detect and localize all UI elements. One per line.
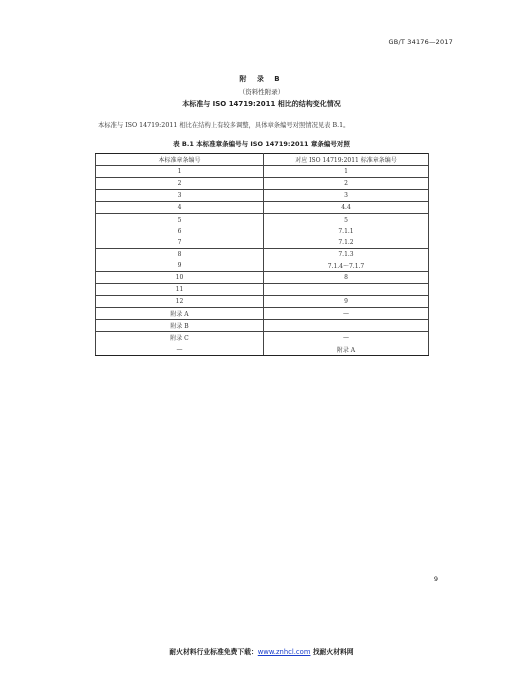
cell-this-standard: 6 <box>96 226 264 237</box>
footer <box>0 646 523 656</box>
cell-this-standard: 附录 A <box>96 308 264 320</box>
table-row <box>96 190 429 202</box>
cell-this-standard: — <box>96 344 264 356</box>
table-row <box>96 320 429 332</box>
table-row <box>96 332 429 344</box>
cell-iso: 7.1.3 <box>264 248 429 260</box>
table-row <box>96 344 429 356</box>
table-header-row <box>96 154 429 166</box>
table-row <box>96 202 429 214</box>
table-row <box>96 284 429 296</box>
appendix-title: 附 录 B <box>239 75 284 83</box>
table-row <box>96 260 429 272</box>
table-row <box>96 296 429 308</box>
column-header-iso: 对应 ISO 14719:2011 标准章条编号 <box>264 154 429 166</box>
cell-iso: 3 <box>264 190 429 202</box>
standard-code: GB/T 34176—2017 <box>388 38 453 46</box>
cell-iso: 2 <box>264 178 429 190</box>
cell-iso: 附录 A <box>264 344 429 356</box>
footer-text: 耐火材料行业标准免费下载： <box>169 648 258 656</box>
cell-iso: 5 <box>264 214 429 226</box>
cell-this-standard: 3 <box>96 190 264 202</box>
footer-website-link[interactable]: www.znhcl.com <box>257 648 311 656</box>
cell-this-standard: 7 <box>96 237 264 249</box>
appendix-subtitle: （资料性附录） <box>238 88 285 96</box>
cell-this-standard: 附录 B <box>96 320 264 332</box>
intro-paragraph: 本标准与 ISO 14719:2011 相比在结构上有较多调整，具体章条编号对照情况见表 B.1。 <box>98 122 350 129</box>
cell-iso: 7.1.1 <box>264 226 429 237</box>
cell-iso: 1 <box>264 166 429 178</box>
table-row <box>96 237 429 249</box>
cell-this-standard: 5 <box>96 214 264 226</box>
cell-iso: 7.1.4～7.1.7 <box>264 260 429 272</box>
page-number: 9 <box>433 575 438 583</box>
cell-iso <box>264 320 429 332</box>
appendix-heading: 本标准与 ISO 14719:2011 相比的结构变化情况 <box>182 100 341 108</box>
table-row <box>96 226 429 237</box>
cell-iso: 9 <box>264 296 429 308</box>
cell-iso: 4.4 <box>264 202 429 214</box>
table-row <box>96 271 429 283</box>
comparison-table <box>95 153 429 356</box>
table-row <box>96 214 429 226</box>
cell-this-standard: 10 <box>96 271 264 283</box>
cell-this-standard: 11 <box>96 284 264 296</box>
cell-this-standard: 12 <box>96 296 264 308</box>
table-row <box>96 248 429 260</box>
table-row <box>96 178 429 190</box>
cell-this-standard: 8 <box>96 248 264 260</box>
cell-this-standard: 1 <box>96 166 264 178</box>
footer-site-name: 找耐火材料网 <box>310 648 354 656</box>
cell-this-standard: 2 <box>96 178 264 190</box>
cell-this-standard: 附录 C <box>96 332 264 344</box>
cell-iso: 7.1.2 <box>264 237 429 249</box>
column-header-this-standard: 本标准章条编号 <box>96 154 264 166</box>
cell-iso: — <box>264 332 429 344</box>
cell-this-standard: 9 <box>96 260 264 272</box>
cell-iso <box>264 284 429 296</box>
cell-iso: 8 <box>264 271 429 283</box>
table-caption: 表 B.1 本标准章条编号与 ISO 14719:2011 章条编号对照 <box>173 140 350 148</box>
cell-iso: — <box>264 308 429 320</box>
cell-this-standard: 4 <box>96 202 264 214</box>
table-row <box>96 166 429 178</box>
table-row <box>96 308 429 320</box>
